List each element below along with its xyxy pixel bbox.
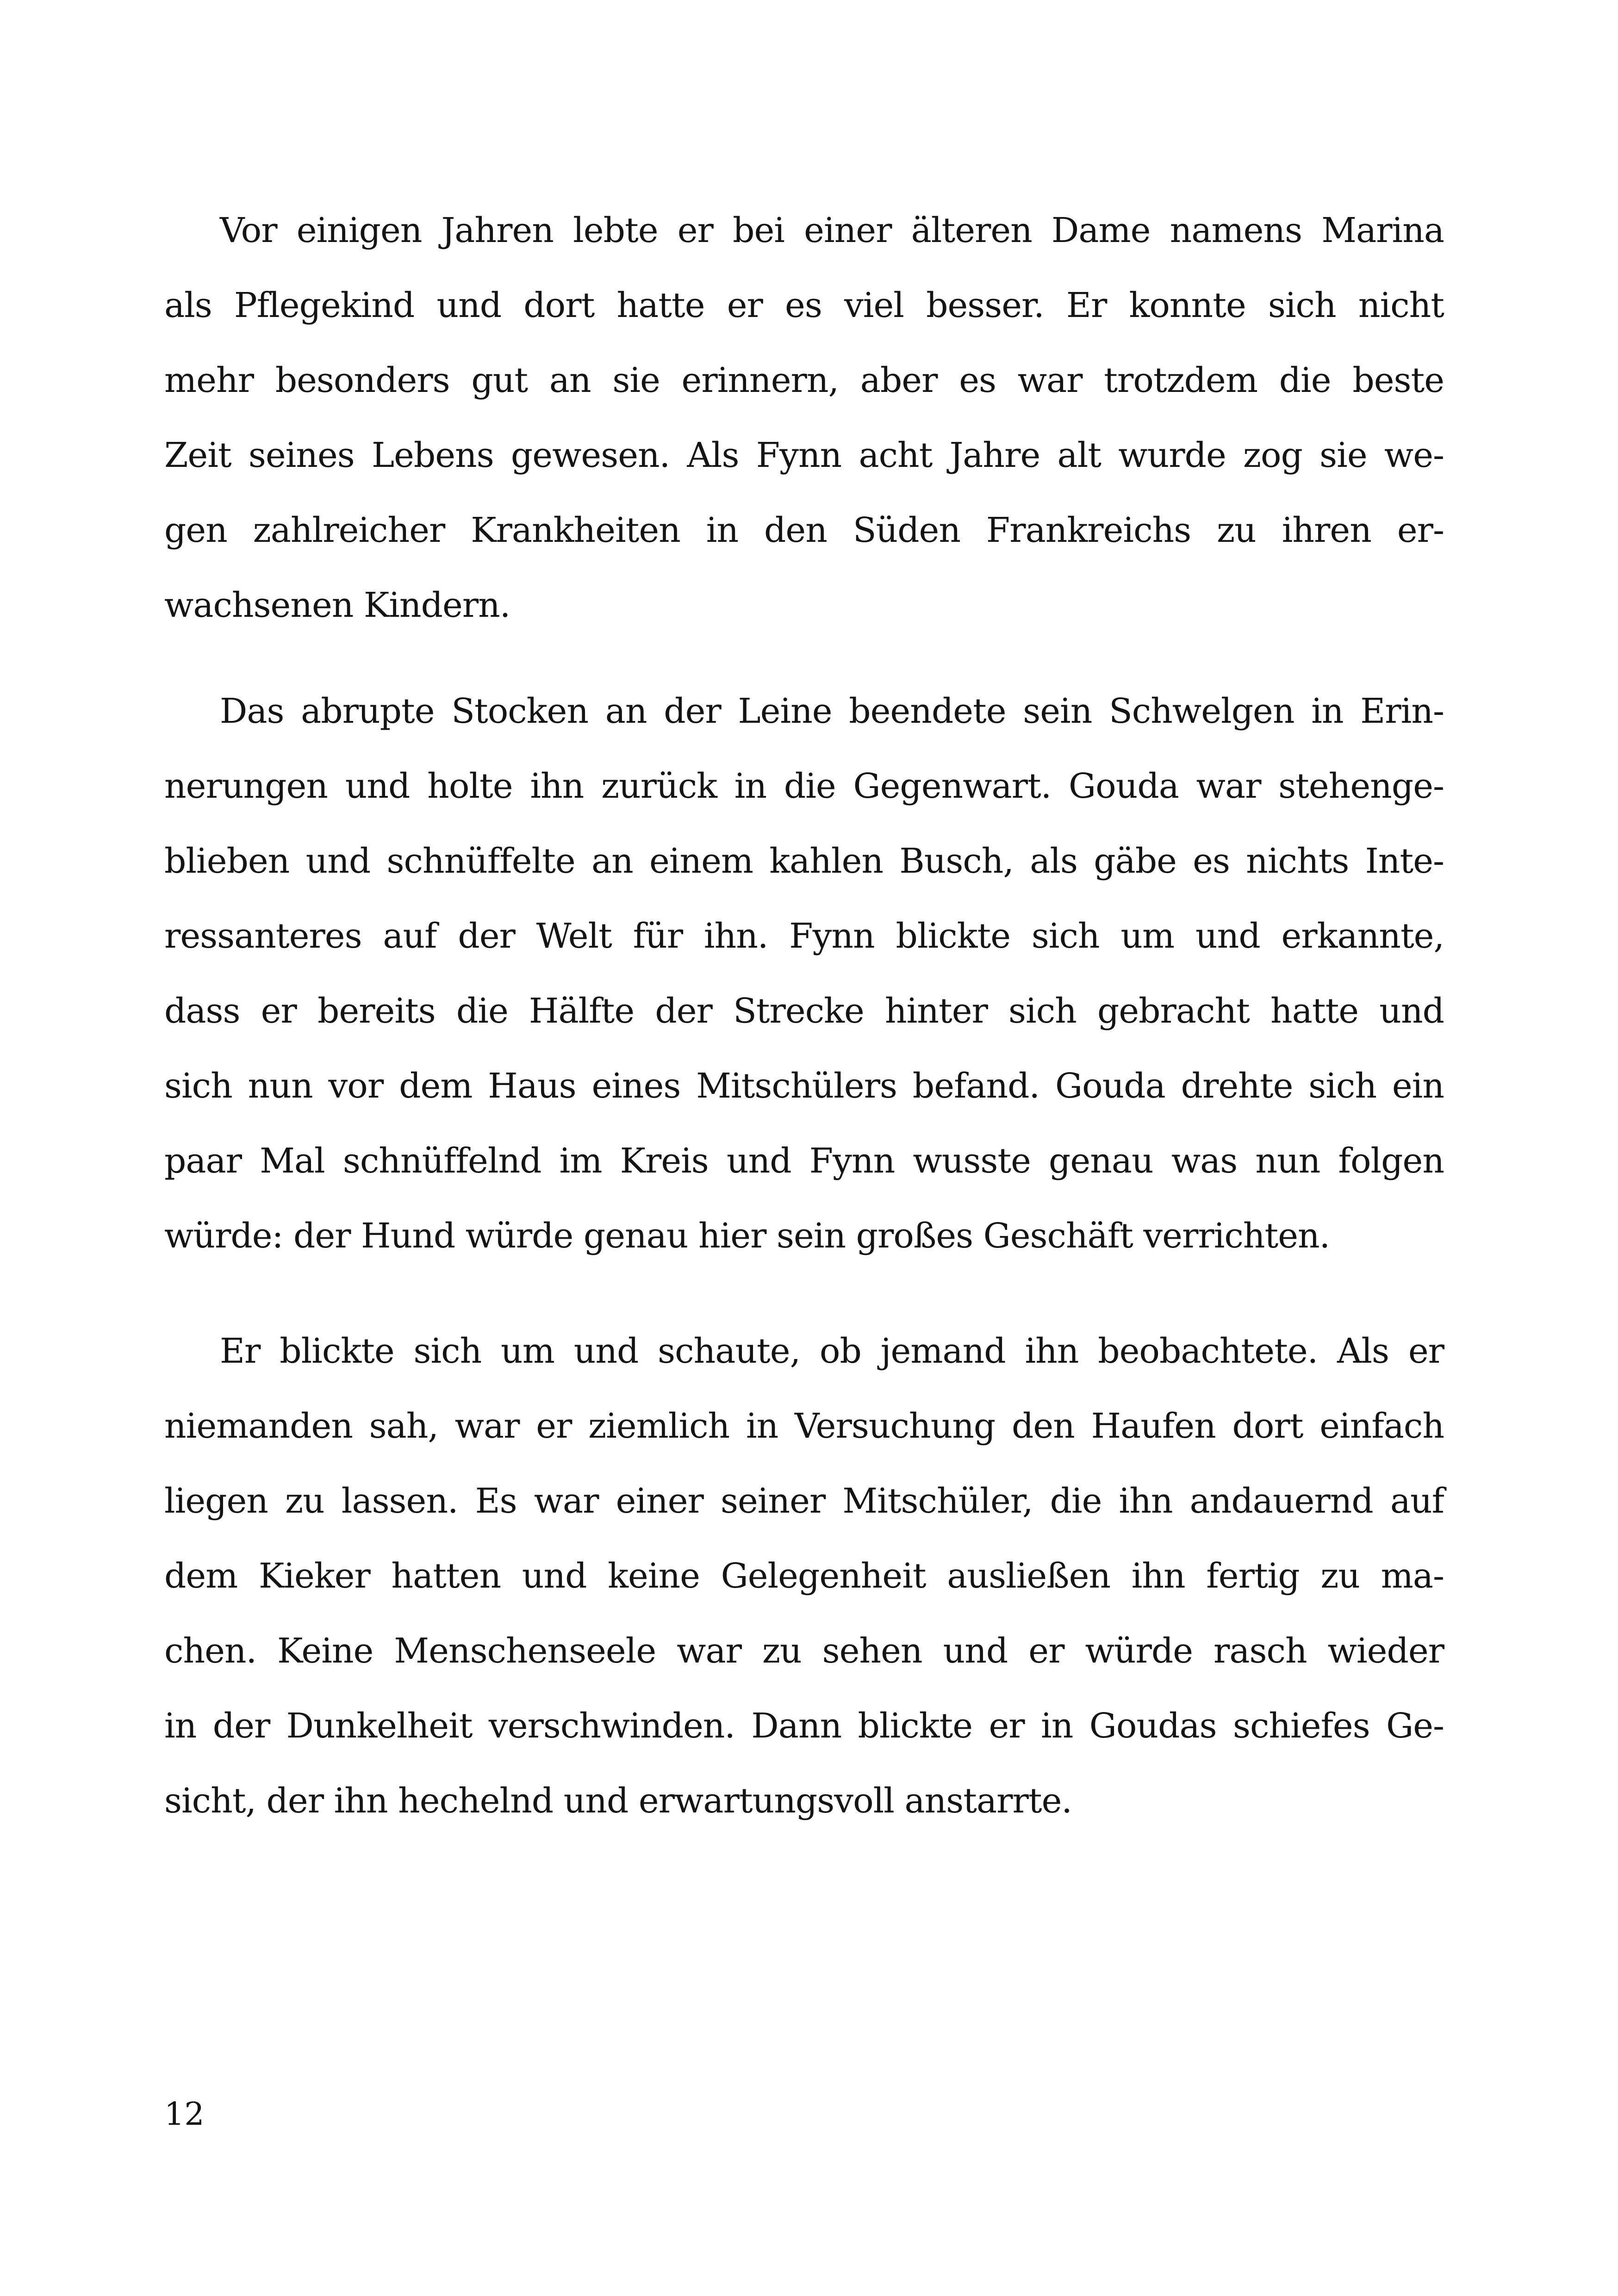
text-line: würde: der Hund würde genau hier sein großes Geschäft verrichten. bbox=[164, 1216, 1330, 1256]
text-line: dass er bereits die Hälfte der Strecke hinter sich gebracht hatte und bbox=[164, 991, 1444, 1031]
text-line: paar Mal schnüffelnd im Kreis und Fynn wusste genau was nun folgen bbox=[164, 1141, 1444, 1181]
text-line: mehr besonders gut an sie erinnern, aber es war trotzdem die beste bbox=[164, 360, 1444, 400]
text-line: Vor einigen Jahren lebte er bei einer älteren Dame namens Marina bbox=[220, 211, 1444, 250]
text-line: niemanden sah, war er ziemlich in Versuchung den Haufen dort einfach bbox=[164, 1406, 1444, 1446]
text-line: wachsenen Kindern. bbox=[164, 585, 510, 625]
text-line: sicht, der ihn hechelnd und erwartungsvoll anstarrte. bbox=[164, 1781, 1072, 1821]
text-line: liegen zu lassen. Es war einer seiner Mitschüler, die ihn andauernd auf bbox=[164, 1481, 1444, 1521]
text-line: chen. Keine Menschenseele war zu sehen und er würde rasch wieder bbox=[164, 1631, 1444, 1671]
text-line: ressanteres auf der Welt für ihn. Fynn blickte sich um und erkannte, bbox=[164, 916, 1444, 956]
text-line: in der Dunkelheit verschwinden. Dann blickte er in Goudas schiefes Ge- bbox=[164, 1706, 1444, 1746]
page-number: 12 bbox=[164, 2096, 205, 2133]
text-line: dem Kieker hatten und keine Gelegenheit ausließen ihn fertig zu ma- bbox=[164, 1556, 1444, 1596]
paragraph-2 bbox=[164, 674, 1444, 1273]
text-line: als Pflegekind und dort hatte er es viel besser. Er konnte sich nicht bbox=[164, 285, 1444, 325]
paragraph-3 bbox=[164, 1314, 1444, 1838]
paragraph-1 bbox=[164, 193, 1444, 643]
text-line: gen zahlreicher Krankheiten in den Süden Frankreichs zu ihren er- bbox=[164, 510, 1444, 550]
text-line: Das abrupte Stocken an der Leine beendete sein Schwelgen in Erin- bbox=[220, 691, 1444, 731]
text-line: nerungen und holte ihn zurück in die Gegenwart. Gouda war stehenge- bbox=[164, 766, 1444, 806]
text-line: blieben und schnüffelte an einem kahlen Busch, als gäbe es nichts Inte- bbox=[164, 841, 1444, 881]
text-line: Zeit seines Lebens gewesen. Als Fynn acht Jahre alt wurde zog sie we- bbox=[164, 435, 1444, 475]
text-line: sich nun vor dem Haus eines Mitschülers befand. Gouda drehte sich ein bbox=[164, 1066, 1444, 1106]
text-line: Er blickte sich um und schaute, ob jemand ihn beobachtete. Als er bbox=[220, 1331, 1444, 1371]
